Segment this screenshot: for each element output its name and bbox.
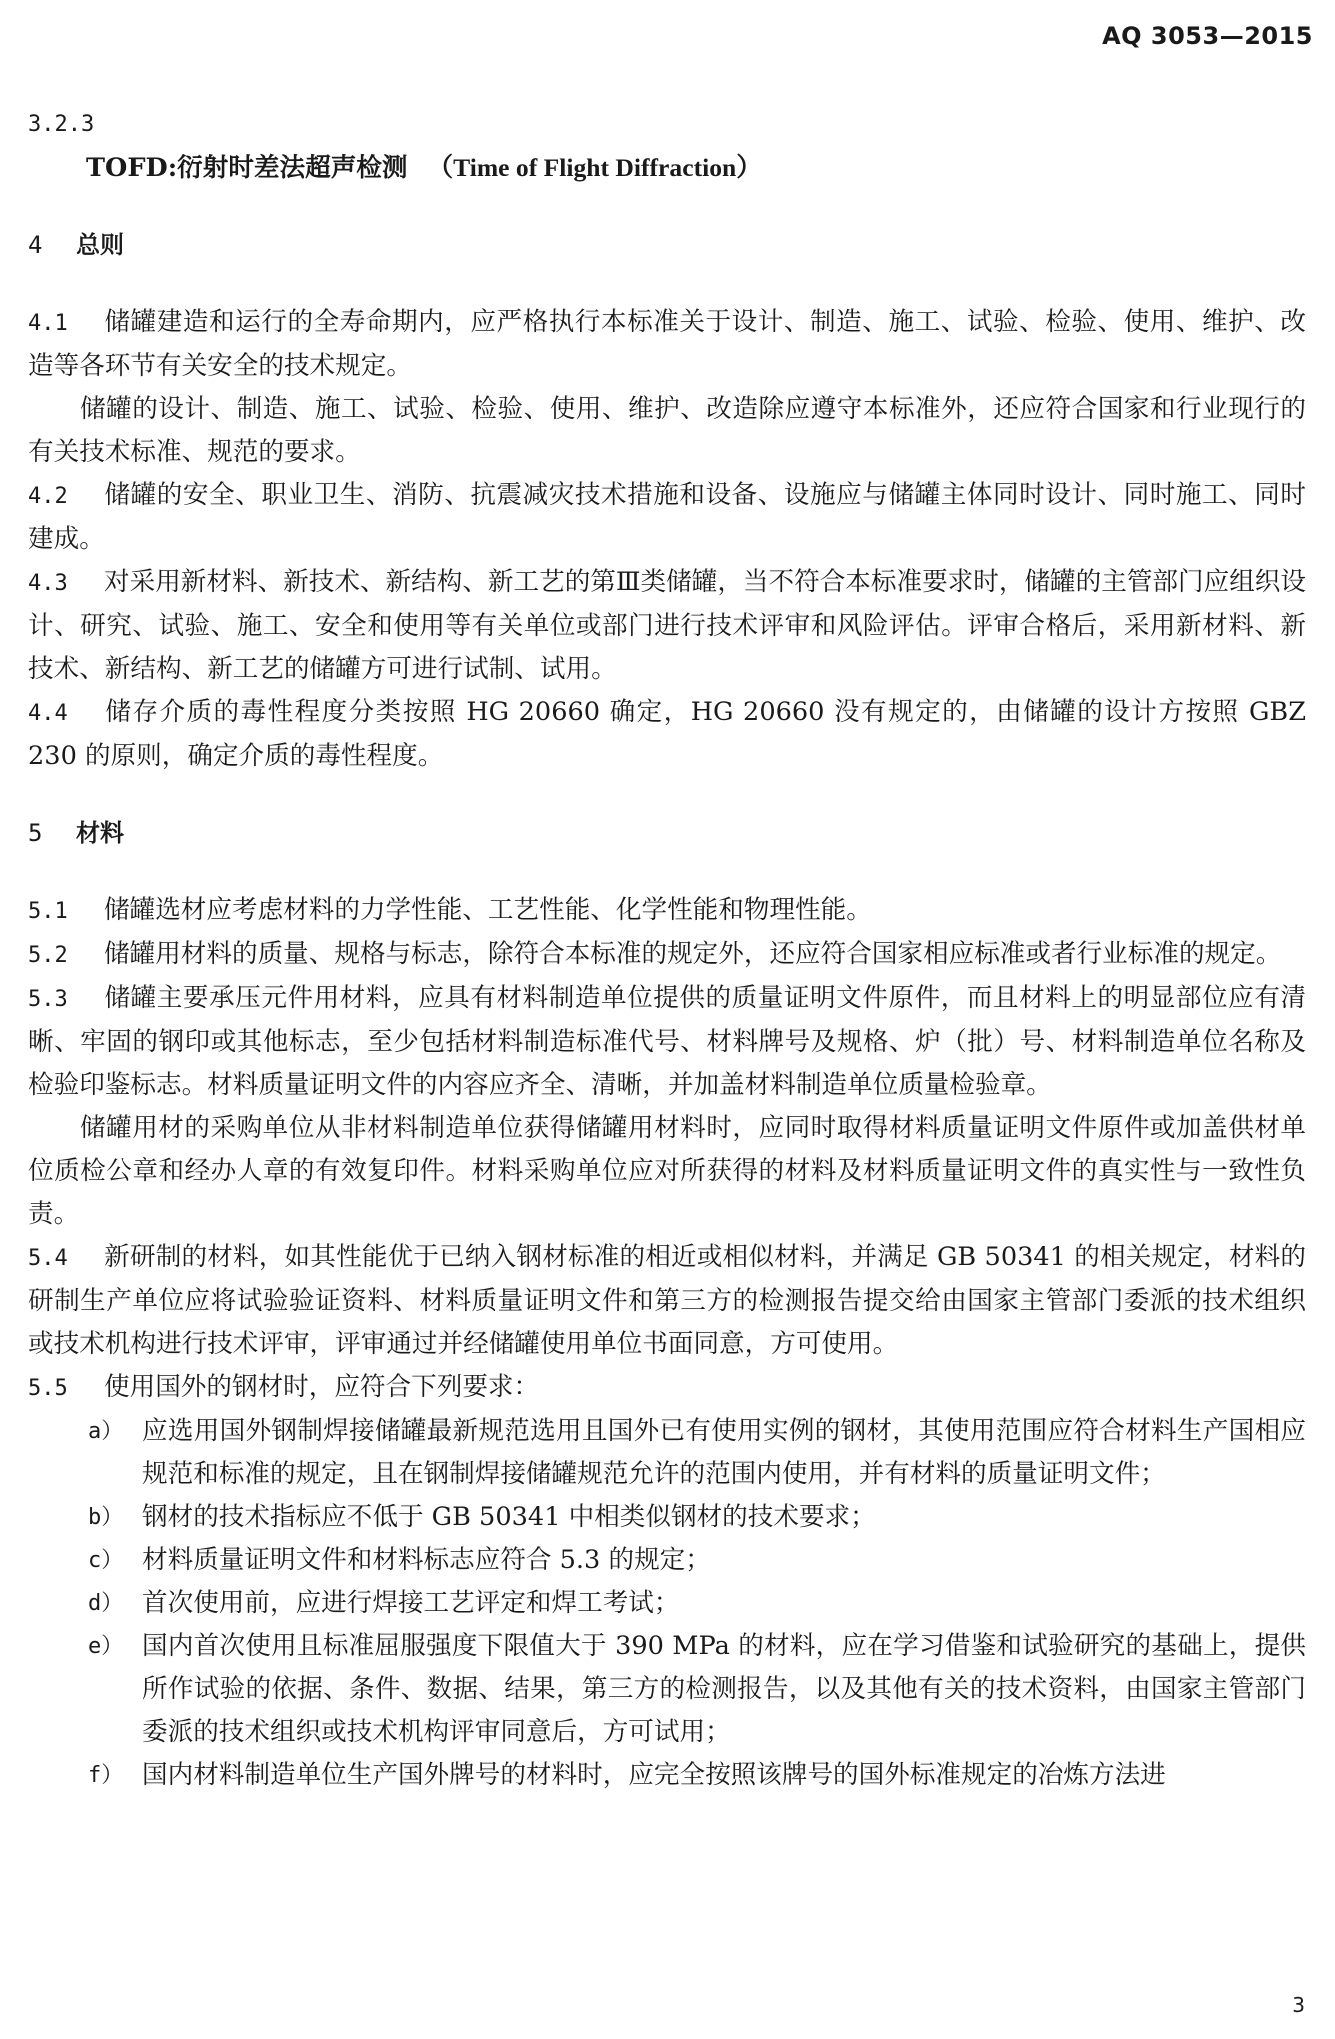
list-text: 钢材的技术指标应不低于 GB 50341 中相类似钢材的技术要求； [142,1502,876,1532]
clause-number: 5.4 [28,1246,68,1271]
clause-number: 4.4 [28,701,68,726]
clause-5-4 [28,1236,1306,1366]
list-item [88,1754,1306,1797]
list-item [88,1410,1306,1496]
clause-text: 储罐建造和运行的全寿命期内，应严格执行本标准关于设计、制造、施工、试验、检验、使用、维护、改造等各环节有关安全的技术规定。 [28,307,1306,381]
term-definition [28,146,1306,190]
section-heading-5 [28,812,1306,855]
section-number: 5 [28,819,43,847]
term-label: TOFD:衍射时差法超声检测 [86,153,408,183]
clause-text: 储罐用材的采购单位从非材料制造单位获得储罐用材料时，应同时取得材料质量证明文件原件或加盖供材单位质检公章和经办人章的有效复印件。材料采购单位应对所获得的材料及材料质量证明文件的真实性与一致性负责。 [28,1113,1306,1229]
section-number: 4 [28,231,43,259]
list-marker: e） [88,1634,124,1659]
section-title: 总则 [76,231,124,259]
clause-5-2 [28,933,1306,977]
list-marker: d） [88,1591,124,1616]
clause-number: 5.5 [28,1376,68,1401]
term-number [28,102,1306,146]
clause-number: 5.2 [28,943,68,968]
clause-number: 5.3 [28,987,68,1012]
standard-number-header: AQ 3053—2015 [1102,22,1313,50]
clause-text: 使用国外的钢材时，应符合下列要求： [104,1372,540,1402]
section-heading-4 [28,224,1306,267]
clause-5-5 [28,1366,1306,1410]
clause-text: 储罐用材料的质量、规格与标志，除符合本标准的规定外，还应符合国家相应标准或者行业标准的规定。 [104,939,1282,969]
list-marker: a） [88,1419,124,1444]
clause-text: 储罐选材应考虑材料的力学性能、工艺性能、化学性能和物理性能。 [104,895,872,925]
list-marker: b） [88,1505,124,1530]
list-item [88,1496,1306,1539]
list-text: 国内材料制造单位生产国外牌号的材料时，应完全按照该牌号的国外标准规定的冶炼方法进 [142,1760,1166,1790]
list-5-5 [28,1410,1306,1797]
clause-text: 储罐的设计、制造、施工、试验、检验、使用、维护、改造除应遵守本标准外，还应符合国家和行业现行的有关技术标准、规范的要求。 [28,394,1306,467]
clause-text: 对采用新材料、新技术、新结构、新工艺的第Ⅲ类储罐，当不符合本标准要求时，储罐的主管部门应组织设计、研究、试验、施工、安全和使用等有关单位或部门进行技术评审和风险评估。评审合格后，采用新材料、新技术、新结构、新工艺的储罐方可进行试制、试用。 [28,567,1306,684]
clause-text: 新研制的材料，如其性能优于已纳入钢材标准的相近或相似材料，并满足 GB 50341 的相关规定，材料的研制生产单位应将试验验证资料、材料质量证明文件和第三方的检测报告提交给由国家主管部门委派的技术组织或技术机构进行技术评审，评审通过并经储罐使用单位书面同意，方可使用。 [28,1242,1306,1359]
clause-number: 4.3 [28,571,68,596]
clause-5-3 [28,977,1306,1107]
clause-5-1 [28,889,1306,933]
section-title: 材料 [76,819,124,847]
list-text: 应选用国外钢制焊接储罐最新规范选用且国外已有使用实例的钢材，其使用范围应符合材料生产国相应规范和标准的规定，且在钢制焊接储罐规范允许的范围内使用，并有材料的质量证明文件； [142,1416,1306,1489]
clause-4-4 [28,691,1306,778]
list-text: 材料质量证明文件和材料标志应符合 5.3 的规定； [142,1545,711,1575]
clause-number: 5.1 [28,899,68,924]
list-item [88,1582,1306,1625]
clause-text: 储存介质的毒性程度分类按照 HG 20660 确定，HG 20660 没有规定的，由储罐的设计方按照 GBZ 230 的原则，确定介质的毒性程度。 [28,697,1306,771]
clause-text: 储罐主要承压元件用材料，应具有材料制造单位提供的质量证明文件原件，而且材料上的明显部位应有清晰、牢固的钢印或其他标志，至少包括材料制造标准代号、材料牌号及规格、炉（批）号、材料制造单位名称及检验印鉴标志。材料质量证明文件的内容应齐全、清晰，并加盖材料制造单位质量检验章。 [28,983,1306,1100]
list-text: 国内首次使用且标准屈服强度下限值大于 390 MPa 的材料，应在学习借鉴和试验研究的基础上，提供所作试验的依据、条件、数据、结果，第三方的检测报告，以及其他有关的技术资料，由国家主管部门委派的技术组织或技术机构评审同意后，方可试用； [142,1631,1306,1747]
clause-number: 4.1 [28,311,68,336]
list-text: 首次使用前，应进行焊接工艺评定和焊工考试； [142,1588,680,1618]
clause-4-1-para2 [28,388,1306,474]
clause-4-2 [28,474,1306,561]
page-body [28,102,1306,1797]
list-marker: c） [88,1548,124,1573]
clause-4-3 [28,561,1306,691]
term-number-text: 3.2.3 [28,112,95,137]
clause-text: 储罐的安全、职业卫生、消防、抗震减灾技术措施和设备、设施应与储罐主体同时设计、同时施工、同时建成。 [28,480,1306,554]
term-english: （Time of Flight Diffraction） [427,153,762,182]
list-item [88,1539,1306,1582]
page-number: 3 [1292,1993,1305,2017]
list-item [88,1625,1306,1754]
list-marker: f） [88,1763,124,1788]
clause-number: 4.2 [28,484,68,509]
clause-5-3-para2 [28,1107,1306,1236]
clause-4-1 [28,301,1306,388]
